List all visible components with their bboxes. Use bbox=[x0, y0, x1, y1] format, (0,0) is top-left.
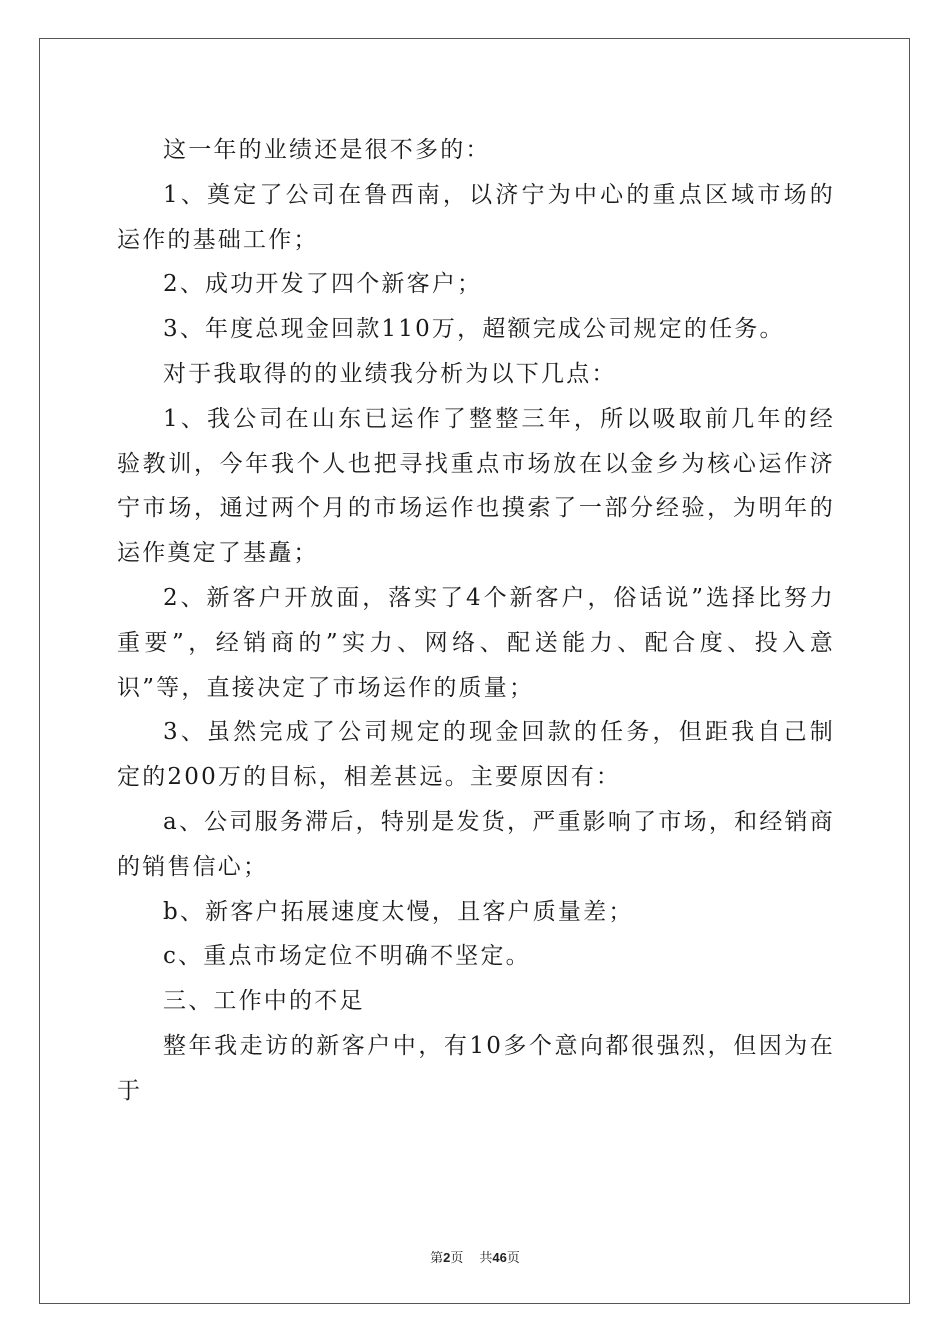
page-suffix: 页 bbox=[450, 1251, 464, 1266]
paragraph: 1、奠定了公司在鲁西南，以济宁为中心的重点区域市场的运作的基础工作； bbox=[117, 181, 835, 253]
paragraph: b、新客户拓展速度太慢，且客户质量差； bbox=[163, 898, 634, 925]
page-footer bbox=[0, 1248, 950, 1269]
paragraph: 1、我公司在山东已运作了整整三年，所以吸取前几年的经验教训，今年我个人也把寻找重点市场放在以金乡为核心运作济宁市场，通过两个月的市场运作也摸索了一部分经验，为明年的运作奠定了基矗； bbox=[117, 405, 835, 567]
paragraph: 2、新客户开放面，落实了4个新客户，俗话说”选择比努力重要”，经销商的”实力、网络、配送能力、配合度、投入意识”等，直接决定了市场运作的质量； bbox=[117, 584, 835, 701]
total-pages: 46 bbox=[492, 1250, 507, 1265]
paragraph: 三、工作中的不足 bbox=[163, 988, 365, 1015]
paragraph: 对于我取得的的业绩我分析为以下几点： bbox=[163, 360, 617, 387]
paragraph: a、公司服务滞后，特别是发货，严重影响了市场，和经销商的销售信心； bbox=[117, 808, 835, 880]
document-body bbox=[117, 128, 835, 1114]
paragraph: 2、成功开发了四个新客户； bbox=[163, 271, 483, 298]
paragraph: 整年我走访的新客户中，有10多个意向都很强烈，但因为在于 bbox=[117, 1032, 835, 1104]
paragraph: c、重点市场定位不明确不坚定。 bbox=[163, 943, 531, 970]
paragraph: 这一年的业绩还是很不多的： bbox=[163, 137, 491, 163]
paragraph: 3、年度总现金回款110万，超额完成公司规定的任务。 bbox=[163, 316, 785, 343]
paragraph: 3、虽然完成了公司规定的现金回款的任务，但距我自己制定的200万的目标，相差甚远。主要原因有： bbox=[117, 719, 835, 791]
page-prefix: 第 bbox=[430, 1251, 444, 1266]
total-prefix: 共 bbox=[479, 1251, 493, 1266]
page-number: 2 bbox=[443, 1250, 451, 1265]
total-suffix: 页 bbox=[506, 1251, 520, 1266]
